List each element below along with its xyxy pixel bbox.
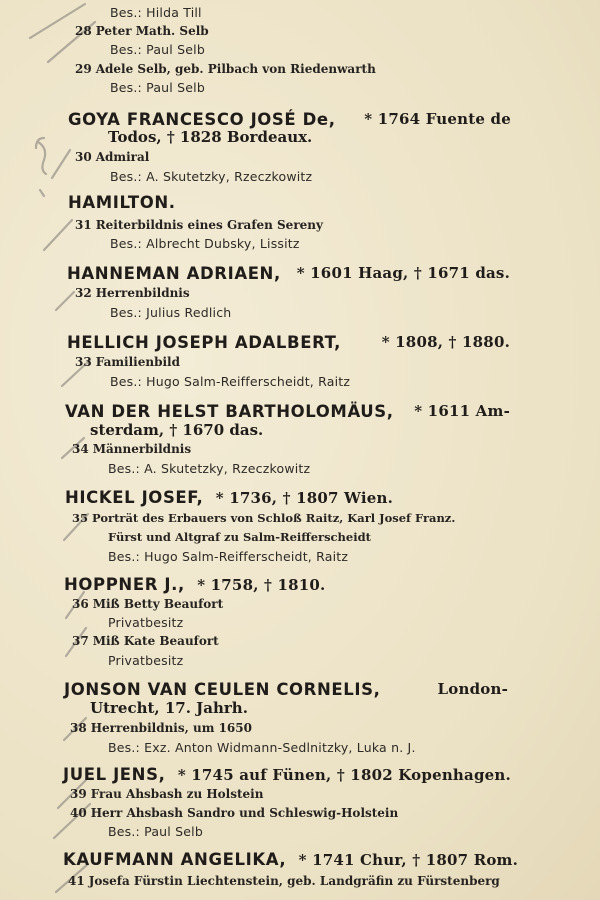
item-number: 28 bbox=[75, 24, 92, 38]
item-number: 29 bbox=[75, 62, 92, 76]
owner-line: Bes.: Hugo Salm-Reifferscheidt, Raitz bbox=[108, 549, 349, 564]
item-number: 33 bbox=[75, 355, 92, 369]
catalog-item bbox=[72, 511, 455, 525]
owner-line: Bes.: Hugo Salm-Reifferscheidt, Raitz bbox=[110, 374, 351, 389]
artist-heading bbox=[67, 264, 510, 283]
artist-dates: * 1758, † 1810. bbox=[197, 576, 326, 594]
item-title: Frau Ahsbash zu Holstein bbox=[90, 787, 264, 801]
item-title: Herrenbildnis, um 1650 bbox=[90, 721, 252, 735]
item-title: Miß Kate Beaufort bbox=[92, 634, 219, 648]
catalog-item bbox=[75, 218, 323, 232]
artist-name: HAMILTON. bbox=[68, 193, 176, 212]
artist-name: GOYA FRANCESCO JOSÉ De, bbox=[68, 110, 336, 129]
artist-name: HOPPNER J., bbox=[64, 575, 185, 594]
artist-name: KAUFMANN ANGELIKA, bbox=[63, 850, 287, 869]
owner-line: Bes.: Paul Selb bbox=[110, 80, 205, 95]
artist-dates: London- bbox=[437, 680, 508, 698]
artist-name: JUEL JENS, bbox=[63, 765, 166, 784]
item-number: 39 bbox=[70, 787, 87, 801]
item-title: Admiral bbox=[95, 150, 150, 164]
owner-line: Bes.: Julius Redlich bbox=[110, 305, 232, 320]
artist-heading bbox=[63, 765, 511, 784]
artist-heading bbox=[65, 488, 393, 507]
artist-dates: * 1808, † 1880. bbox=[381, 333, 510, 351]
item-title: Adele Selb, geb. Pilbach von Riedenwarth bbox=[95, 62, 376, 76]
catalog-item bbox=[75, 355, 180, 369]
item-title: Männerbildnis bbox=[92, 442, 192, 456]
item-title: Reiterbildnis eines Grafen Sereny bbox=[95, 218, 323, 232]
artist-heading-continued: Todos, † 1828 Bordeaux. bbox=[108, 128, 313, 146]
owner-line: Bes.: Hilda Till bbox=[110, 5, 202, 20]
artist-name: HELLICH JOSEPH ADALBERT, bbox=[67, 333, 342, 352]
artist-dates: * 1611 Am- bbox=[414, 402, 510, 420]
catalog-item bbox=[70, 721, 252, 735]
catalog-item bbox=[75, 150, 149, 164]
artist-heading bbox=[64, 575, 325, 594]
catalog-item-continued bbox=[108, 530, 371, 544]
item-number: 40 bbox=[70, 806, 87, 820]
item-number: 30 bbox=[75, 150, 92, 164]
catalog-item bbox=[75, 62, 376, 76]
catalog-item bbox=[72, 442, 191, 456]
artist-dates: * 1764 Fuente de bbox=[364, 110, 511, 128]
item-title: Miß Betty Beaufort bbox=[92, 597, 224, 611]
catalog-item bbox=[75, 286, 190, 300]
item-title: Herrenbildnis bbox=[95, 286, 190, 300]
item-number: 38 bbox=[70, 721, 87, 735]
catalog-item bbox=[68, 874, 500, 888]
artist-heading bbox=[63, 850, 518, 869]
artist-name: VAN DER HELST BARTHOLOMÄUS, bbox=[65, 402, 394, 421]
artist-name: HICKEL JOSEF, bbox=[65, 488, 204, 507]
owner-line: Privatbesitz bbox=[108, 615, 184, 630]
owner-line: Bes.: Paul Selb bbox=[108, 824, 203, 839]
artist-dates: * 1736, † 1807 Wien. bbox=[215, 489, 393, 507]
owner-line: Bes.: Exz. Anton Widmann-Sedlnitzky, Luka n. J. bbox=[108, 740, 416, 755]
artist-heading bbox=[64, 680, 508, 699]
artist-name: HANNEMAN ADRIAEN, bbox=[67, 264, 281, 283]
artist-heading-continued: Utrecht, 17. Jahrh. bbox=[90, 699, 248, 717]
artist-heading bbox=[65, 402, 510, 421]
item-title: Josefa Fürstin Liechtenstein, geb. Landgräfin zu Fürstenberg bbox=[88, 874, 500, 888]
item-number: 31 bbox=[75, 218, 92, 232]
owner-line: Bes.: Albrecht Dubsky, Lissitz bbox=[110, 236, 300, 251]
item-title: Porträt des Erbauers von Schloß Raitz, Karl Josef Franz. bbox=[92, 511, 456, 525]
catalog-item bbox=[72, 634, 219, 648]
artist-heading bbox=[67, 333, 510, 352]
item-title: Familienbild bbox=[95, 355, 180, 369]
artist-heading bbox=[68, 193, 176, 212]
catalog-item bbox=[70, 806, 398, 820]
artist-heading-continued: sterdam, † 1670 das. bbox=[90, 421, 264, 439]
owner-line: Bes.: A. Skutetzky, Rzeczkowitz bbox=[110, 169, 313, 184]
catalog-item bbox=[70, 787, 263, 801]
artist-dates: * 1601 Haag, † 1671 das. bbox=[296, 264, 510, 282]
catalog-item bbox=[75, 24, 209, 38]
item-number: 41 bbox=[68, 874, 85, 888]
item-number: 35 bbox=[72, 511, 89, 525]
owner-line: Privatbesitz bbox=[108, 653, 184, 668]
owner-line: Bes.: A. Skutetzky, Rzeczkowitz bbox=[108, 461, 311, 476]
artist-name: JONSON VAN CEULEN CORNELIS, bbox=[64, 680, 381, 699]
catalog-item bbox=[72, 597, 223, 611]
item-number: 36 bbox=[72, 597, 89, 611]
item-number: 32 bbox=[75, 286, 92, 300]
item-number: 34 bbox=[72, 442, 89, 456]
owner-line: Bes.: Paul Selb bbox=[110, 42, 205, 57]
artist-dates: * 1741 Chur, † 1807 Rom. bbox=[298, 851, 519, 869]
artist-heading bbox=[68, 110, 511, 129]
artist-dates: * 1745 auf Fünen, † 1802 Kopenhagen. bbox=[177, 766, 511, 784]
item-number: 37 bbox=[72, 634, 89, 648]
item-title: Herr Ahsbash Sandro und Schleswig-Holstein bbox=[90, 806, 399, 820]
item-title: Peter Math. Selb bbox=[95, 24, 209, 38]
item-title: Fürst und Altgraf zu Salm-Reifferscheidt bbox=[108, 530, 371, 544]
